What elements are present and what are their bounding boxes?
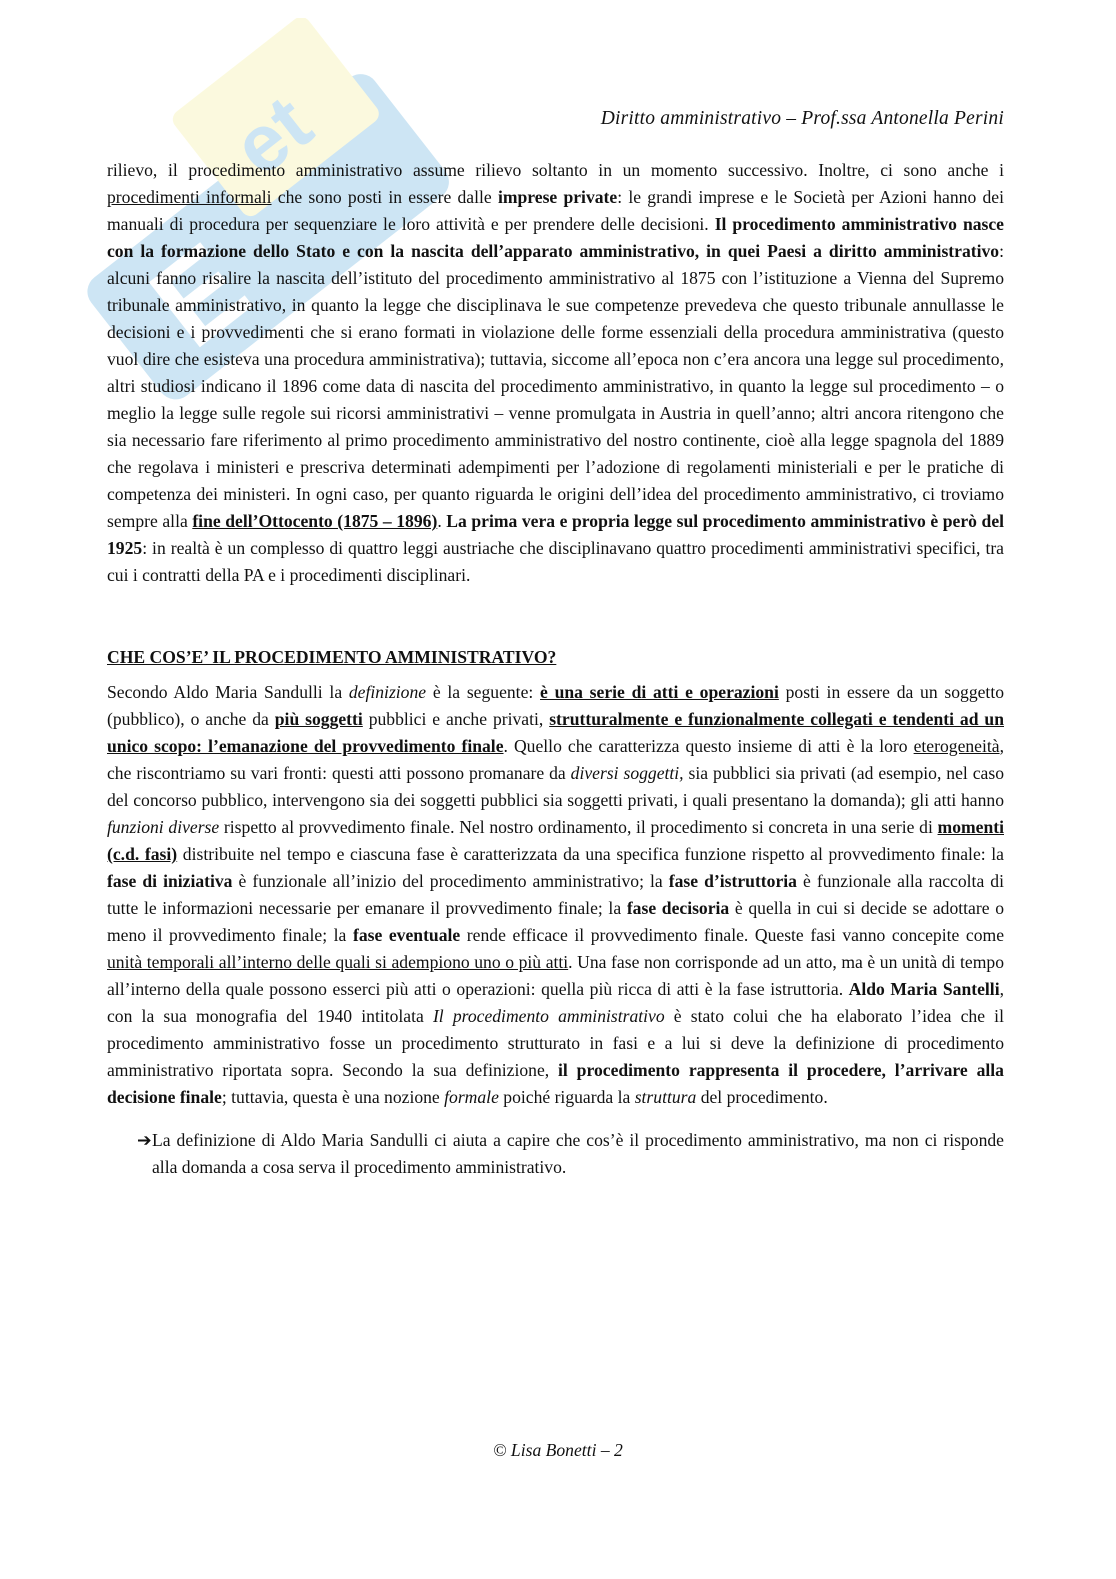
text-span: poiché riguarda la [498, 1087, 635, 1107]
bold-term: La prima vera e propria legge sul procedimento amministrativo è però del 1925 [107, 511, 1005, 558]
running-header: Diritto amministrativo – Prof.ssa Antonella Perini [600, 108, 1004, 129]
italic-term: struttura [634, 1087, 697, 1107]
text-span: sia pubblici sia privati (ad esempio, nel caso del concorso pubblico, intervengono sia dei soggetti pubblici sia soggetti privati, i quali presentano la domanda); gli atti hanno [107, 763, 1004, 810]
text-span: del procedimento. [696, 1087, 828, 1107]
bold-underlined-term: più soggetti [274, 709, 363, 729]
bold-term: fase di iniziativa [107, 871, 233, 891]
italic-term: diversi soggetti, [570, 763, 684, 783]
text-span: è funzionale all’inizio del procedimento amministrativo; la [232, 871, 669, 891]
bullet-text: La definizione di Aldo Maria Sandulli ci aiuta a capire che cos’è il procedimento amministrativo, ma non ci risponde alla domanda a cosa serva il procedimento amministrativo. [152, 1130, 1004, 1177]
italic-term: Il procedimento amministrativo [432, 1006, 665, 1026]
bold-term: Aldo Maria Santelli [848, 979, 1000, 999]
text-span: Secondo Aldo Maria Sandulli la [107, 682, 349, 702]
bold-term: fase eventuale [352, 925, 461, 945]
text-span: , con la sua monografia del 1940 intitolata [107, 979, 1004, 1026]
text-span: . Una fase non corrisponde ad un atto, ma è un unità di tempo all’interno della quale possono esserci più atti o operazioni: quella più ricca di atti è la fase istruttoria. [107, 952, 1004, 999]
text-span: rispetto al provvedimento finale. Nel nostro ordinamento, il procedimento si concreta in una serie di [219, 817, 938, 837]
bold-underlined-term: momenti (c.d. fasi) [107, 817, 1004, 864]
text-span: è la seguente: [426, 682, 541, 702]
watermark-letter: E [126, 217, 273, 373]
bold-underlined-term: fine dell’Ottocento (1875 – 1896) [192, 511, 438, 531]
text-span: ; tuttavia, questa è una nozione [221, 1087, 445, 1107]
underlined-term: procedimenti informali [107, 187, 272, 207]
text-span: rilievo, il procedimento amministrativo assume rilievo soltanto in un momento successivo. Inoltre, ci sono anche i [107, 160, 1004, 180]
bold-term: Il procedimento amministrativo nasce con la formazione dello Stato e con la nascita dell’apparato amministrativo, in quei Paesi a diritto amministrativo [107, 214, 1004, 261]
text-span: pubblici e anche privati, [362, 709, 550, 729]
text-span: è stato colui che ha elaborato l’idea che il procedimento amministrativo fosse un procedimento strutturato in fasi e a lui si deve la definizione di procedimento amministrativo riportata sopra. Secondo la sua definizione, [107, 1006, 1004, 1080]
arrow-icon: ➔ [137, 1130, 152, 1150]
section-heading: CHE COS’E’ IL PROCEDIMENTO AMMINISTRATIVO? [107, 647, 557, 667]
bold-term: fase d’istruttoria [668, 871, 797, 891]
bullet-item [107, 1127, 1004, 1181]
bold-underlined-term: è una serie di atti e operazioni [540, 682, 779, 702]
bold-term: il procedimento rappresenta il procedere, l’arrivare alla decisione finale [107, 1060, 1004, 1107]
bold-underlined-term: strutturalmente e funzionalmente collegati e tendenti ad un unico scopo: l’emanazione del provvedimento finale [107, 709, 1004, 756]
text-span: : alcuni fanno risalire la nascita dell’istituto del procedimento amministrativo al 1875 con l’istituzione a Vienna del Supremo tribunale amministrativo, in quanto la legge che disciplinava le sue competenze prevedeva che questo tribunale annullasse le decisioni e i provvedimenti che si erano formati in violazione delle forme essenziali della procedura amministrativa (questo vuol dire che esisteva una procedura amministrativa); tuttavia, siccome all’epoca non c’era ancora una legge sul procedimento, altri studiosi indicano il 1896 come data di nascita del procedimento amministrativo, in quanto la legge sul procedimento – o meglio la legge sulle regole sui ricorsi amministrativi – venne promulgata in Austria in quell’anno; altri ancora ritengono che sia necessario fare riferimento al primo procedimento amministrativo del nostro continente, cioè alla legge spagnola del 1889 che regolava i ministeri e prescriva determinati adempimenti per l’adozione di regolamenti ministeriali e per le pratiche di competenza dei ministeri. In ogni caso, per quanto riguarda le origini dell’idea del procedimento amministrativo, ci troviamo sempre alla [107, 241, 1004, 531]
paragraph-origins [107, 157, 1004, 589]
italic-term: funzioni diverse [107, 817, 220, 837]
text-span: : in realtà è un complesso di quattro leggi austriache che disciplinavano quattro procedimenti amministrativi specifici, tra cui i contratti della PA e i procedimenti disciplinari. [107, 538, 1004, 585]
text-span: è funzionale alla raccolta di tutte le informazioni necessarie per emanare il provvedimento finale; la [107, 871, 1004, 918]
italic-term: definizione [348, 682, 427, 702]
bold-term: fase decisoria [626, 898, 730, 918]
bold-term: imprese private [497, 187, 618, 207]
underlined-term: eterogeneità [913, 736, 1000, 756]
text-span: . Quello che caratterizza questo insieme di atti è la loro [503, 736, 914, 756]
text-span: è quella in cui si decide se adottare o meno il provvedimento finale; la [107, 898, 1005, 945]
text-span: : le grandi imprese e le Società per Azioni hanno dei manuali di procedura per sequenziare le loro attività e per prendere delle decisioni. [107, 187, 1004, 234]
text-span: posti in essere da un soggetto (pubblico), o anche da [107, 682, 1005, 729]
text-span: che sono posti in essere dalle [271, 187, 498, 207]
text-span: distribuite nel tempo e ciascuna fase è caratterizzata da una specifica funzione rispetto al provvedimento finale: la [177, 844, 1004, 864]
page-footer: © Lisa Bonetti – 2 [493, 1440, 623, 1460]
watermark-letters: et [216, 78, 328, 193]
text-span: . [437, 511, 447, 531]
page-body [107, 157, 1004, 1181]
text-span: , che riscontriamo su vari fronti: questi atti possono promanare da [107, 736, 1004, 783]
underlined-term: unità temporali all’interno delle quali si adempiono uno o più atti [107, 952, 569, 972]
paragraph-definition [107, 679, 1004, 1111]
text-span: rende efficace il provvedimento finale. Queste fasi vanno concepite come [460, 925, 1004, 945]
italic-term: formale [444, 1087, 499, 1107]
